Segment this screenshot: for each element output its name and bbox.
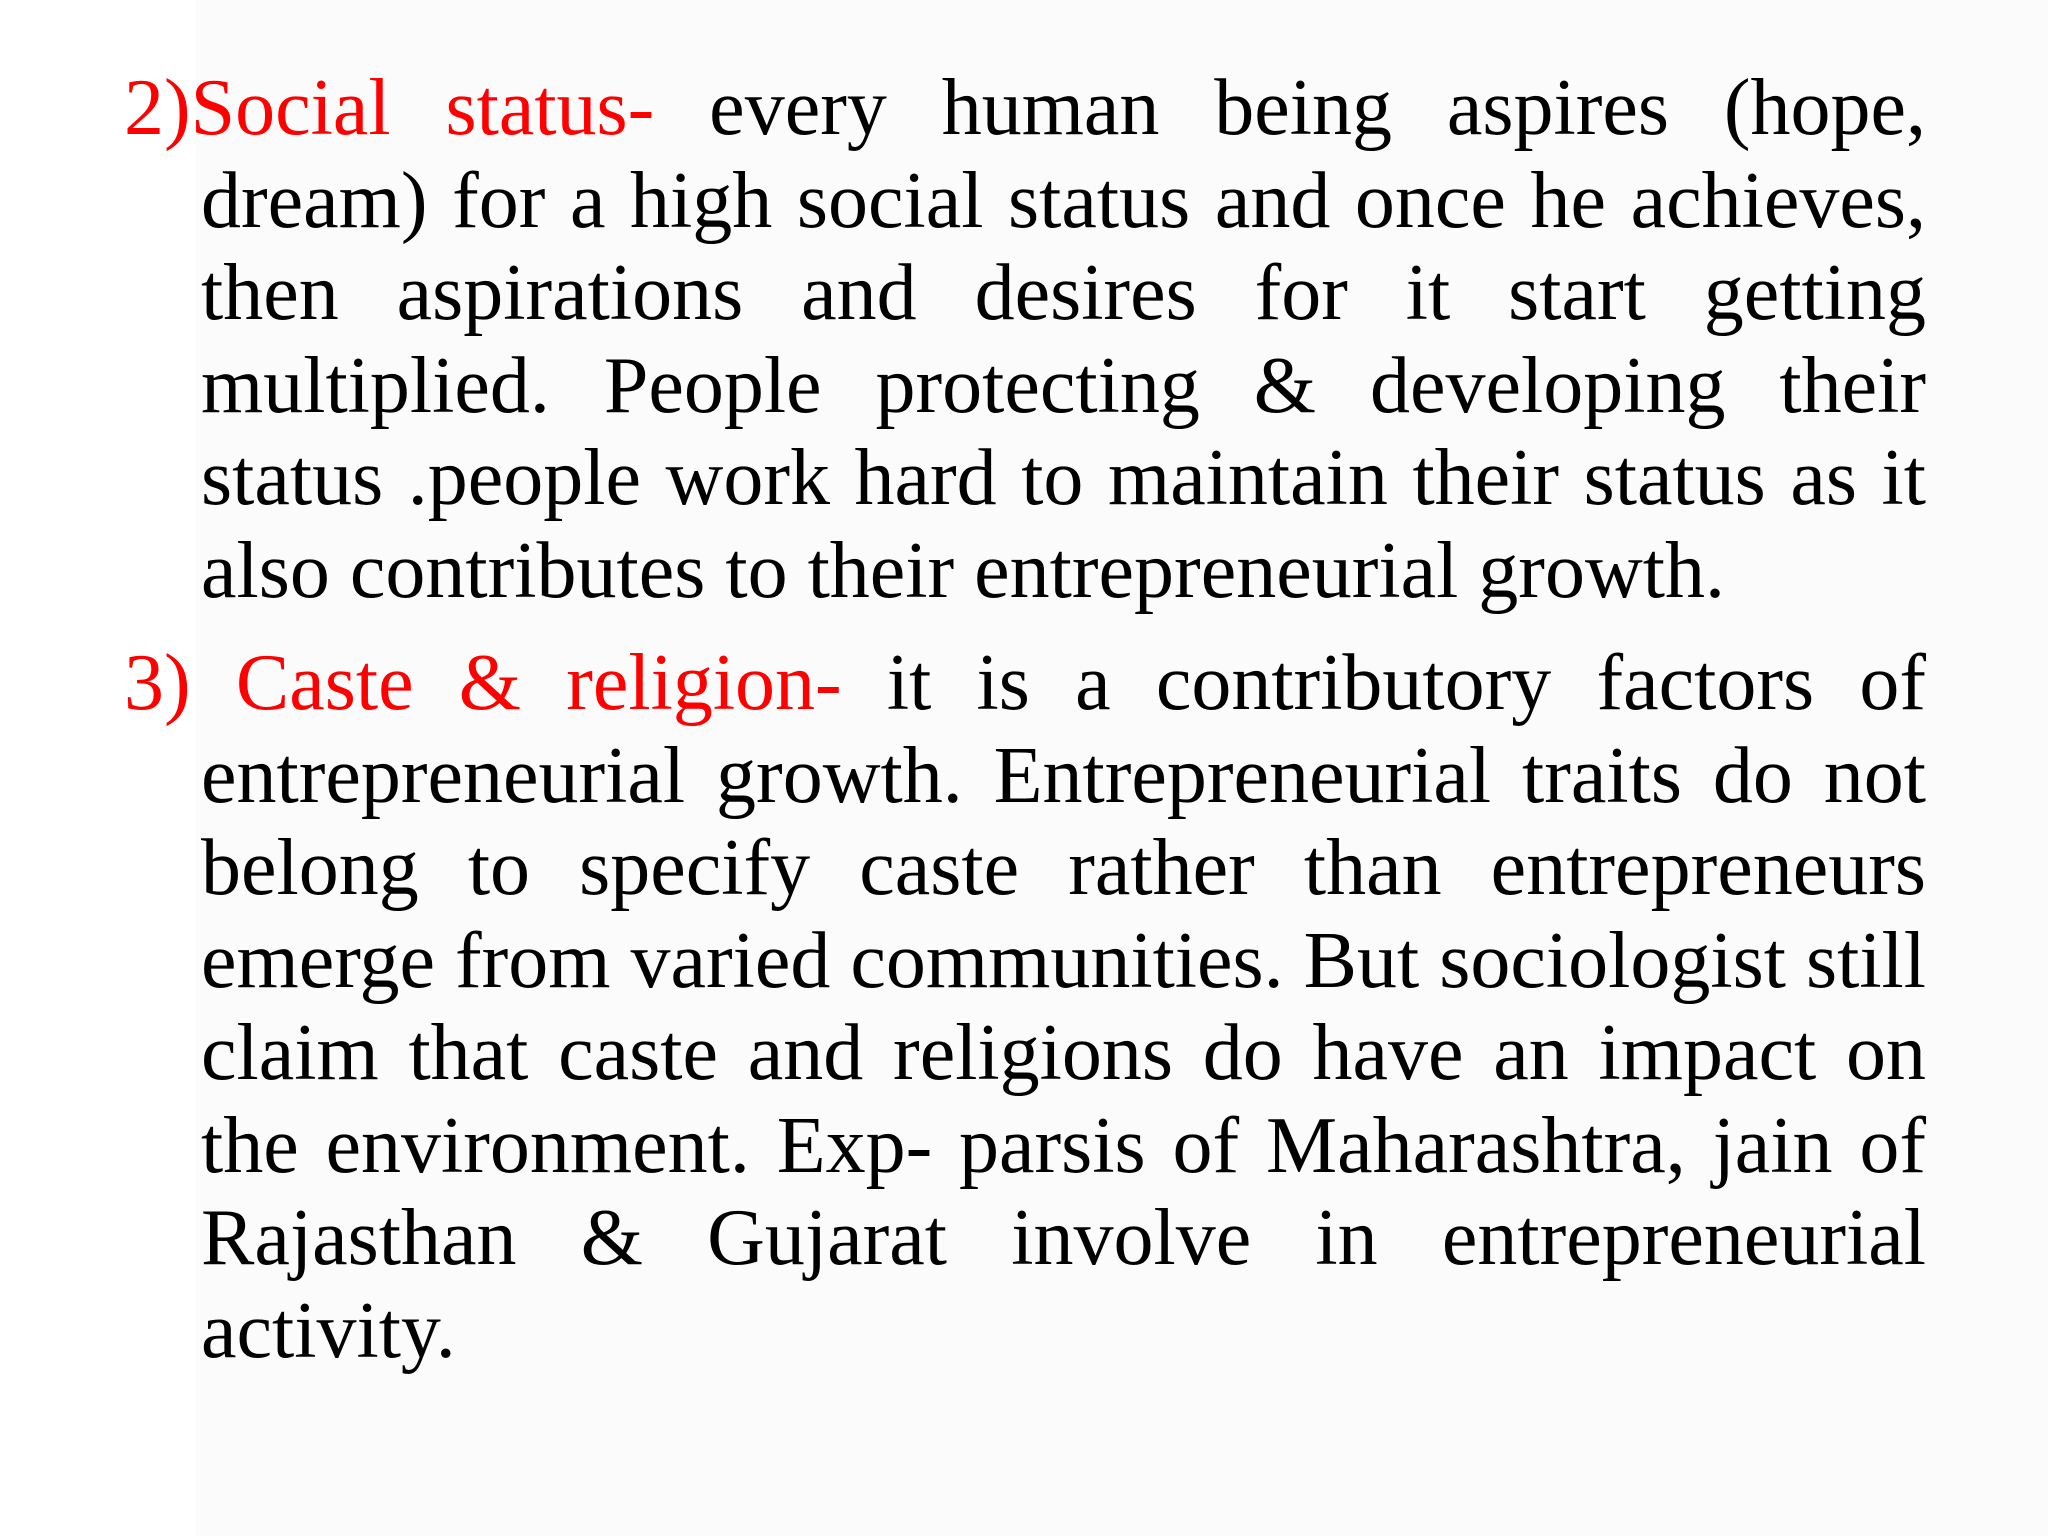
point-heading: 3) Caste & religion- [124,639,842,727]
point-heading: 2)Social status- [124,64,655,152]
point-body: every human being aspires (hope, dream) for a high social status and once he achieves, then aspirations and desires for it start getting multiplied. People protecting & developing their status .people work hard to maintain their status as it also contributes to their entrepreneurial growth. [201,64,1927,615]
slide-content [124,62,1926,1377]
point-body: it is a contributory factors of entrepreneurial growth. Entrepreneurial traits do not belong to specify caste rather than entrepreneurs emerge from varied communities. But sociologist still claim that caste and religions do have an impact on the environment. Exp- parsis of Maharashtra, jain of Rajasthan & Gujarat involve in entrepreneurial activity. [201,639,1926,1375]
point-caste-religion [124,637,1926,1377]
point-social-status [124,62,1926,617]
